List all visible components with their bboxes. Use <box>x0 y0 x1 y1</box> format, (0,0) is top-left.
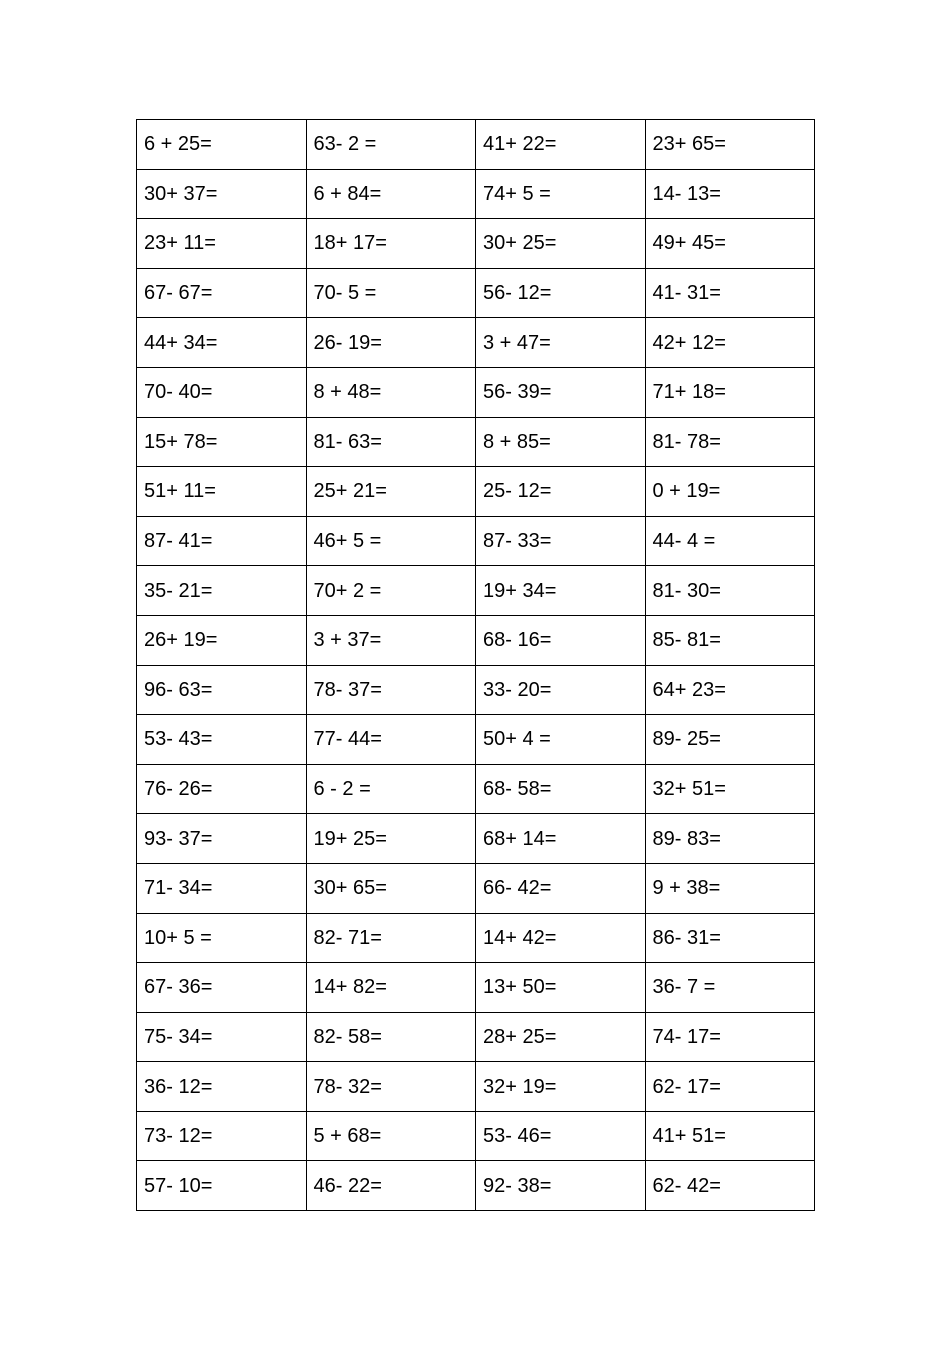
table-row <box>137 715 815 765</box>
problem-cell: 71- 34= <box>137 863 307 913</box>
problem-cell: 57- 10= <box>137 1161 307 1211</box>
problem-cell: 78- 37= <box>306 665 476 715</box>
problem-cell: 81- 78= <box>645 417 815 467</box>
problem-cell: 10+ 5 = <box>137 913 307 963</box>
table-row <box>137 467 815 517</box>
problem-cell: 19+ 25= <box>306 814 476 864</box>
problem-cell: 6 + 25= <box>137 120 307 170</box>
problem-cell: 53- 43= <box>137 715 307 765</box>
problem-cell: 35- 21= <box>137 566 307 616</box>
problem-cell: 33- 20= <box>476 665 646 715</box>
problem-cell: 74+ 5 = <box>476 169 646 219</box>
problem-cell: 23+ 11= <box>137 219 307 269</box>
table-row <box>137 1111 815 1161</box>
problem-cell: 50+ 4 = <box>476 715 646 765</box>
problem-cell: 89- 83= <box>645 814 815 864</box>
problem-cell: 81- 63= <box>306 417 476 467</box>
problem-cell: 41+ 51= <box>645 1111 815 1161</box>
problem-cell: 0 + 19= <box>645 467 815 517</box>
table-row <box>137 318 815 368</box>
problem-cell: 14+ 82= <box>306 963 476 1013</box>
problem-cell: 6 - 2 = <box>306 764 476 814</box>
problem-cell: 15+ 78= <box>137 417 307 467</box>
table-row <box>137 219 815 269</box>
problem-cell: 70- 5 = <box>306 268 476 318</box>
problem-cell: 75- 34= <box>137 1012 307 1062</box>
problem-cell: 3 + 37= <box>306 615 476 665</box>
problem-cell: 42+ 12= <box>645 318 815 368</box>
problem-cell: 68+ 14= <box>476 814 646 864</box>
problem-cell: 6 + 84= <box>306 169 476 219</box>
problem-cell: 26- 19= <box>306 318 476 368</box>
problem-cell: 56- 39= <box>476 367 646 417</box>
problem-cell: 28+ 25= <box>476 1012 646 1062</box>
problem-cell: 13+ 50= <box>476 963 646 1013</box>
problem-cell: 25- 12= <box>476 467 646 517</box>
table-row <box>137 268 815 318</box>
problem-cell: 81- 30= <box>645 566 815 616</box>
problem-cell: 46+ 5 = <box>306 516 476 566</box>
problem-cell: 56- 12= <box>476 268 646 318</box>
table-row <box>137 516 815 566</box>
problem-cell: 25+ 21= <box>306 467 476 517</box>
table-row <box>137 665 815 715</box>
problem-cell: 96- 63= <box>137 665 307 715</box>
problem-cell: 32+ 51= <box>645 764 815 814</box>
problem-cell: 30+ 25= <box>476 219 646 269</box>
problem-cell: 62- 42= <box>645 1161 815 1211</box>
problem-cell: 23+ 65= <box>645 120 815 170</box>
problem-cell: 87- 33= <box>476 516 646 566</box>
problem-cell: 68- 16= <box>476 615 646 665</box>
problem-cell: 86- 31= <box>645 913 815 963</box>
table-row <box>137 417 815 467</box>
table-row <box>137 615 815 665</box>
problem-cell: 68- 58= <box>476 764 646 814</box>
problem-cell: 70+ 2 = <box>306 566 476 616</box>
problem-cell: 71+ 18= <box>645 367 815 417</box>
problem-cell: 92- 38= <box>476 1161 646 1211</box>
problem-cell: 44- 4 = <box>645 516 815 566</box>
problem-cell: 77- 44= <box>306 715 476 765</box>
table-row <box>137 367 815 417</box>
table-row <box>137 1062 815 1112</box>
problem-cell: 67- 36= <box>137 963 307 1013</box>
problem-cell: 18+ 17= <box>306 219 476 269</box>
problem-cell: 78- 32= <box>306 1062 476 1112</box>
table-row <box>137 169 815 219</box>
problem-cell: 64+ 23= <box>645 665 815 715</box>
problem-cell: 9 + 38= <box>645 863 815 913</box>
table-row <box>137 814 815 864</box>
table-row <box>137 764 815 814</box>
table-row <box>137 120 815 170</box>
worksheet-body <box>137 120 815 1211</box>
problem-cell: 30+ 65= <box>306 863 476 913</box>
problem-cell: 3 + 47= <box>476 318 646 368</box>
problem-cell: 14+ 42= <box>476 913 646 963</box>
problem-cell: 26+ 19= <box>137 615 307 665</box>
problem-cell: 46- 22= <box>306 1161 476 1211</box>
problem-cell: 89- 25= <box>645 715 815 765</box>
problem-cell: 30+ 37= <box>137 169 307 219</box>
problem-cell: 74- 17= <box>645 1012 815 1062</box>
problem-cell: 51+ 11= <box>137 467 307 517</box>
table-row <box>137 863 815 913</box>
arithmetic-worksheet-table <box>136 119 815 1211</box>
problem-cell: 14- 13= <box>645 169 815 219</box>
problem-cell: 62- 17= <box>645 1062 815 1112</box>
problem-cell: 41- 31= <box>645 268 815 318</box>
problem-cell: 82- 58= <box>306 1012 476 1062</box>
problem-cell: 36- 7 = <box>645 963 815 1013</box>
problem-cell: 5 + 68= <box>306 1111 476 1161</box>
problem-cell: 93- 37= <box>137 814 307 864</box>
table-row <box>137 913 815 963</box>
table-row <box>137 1012 815 1062</box>
problem-cell: 8 + 85= <box>476 417 646 467</box>
problem-cell: 49+ 45= <box>645 219 815 269</box>
problem-cell: 82- 71= <box>306 913 476 963</box>
problem-cell: 73- 12= <box>137 1111 307 1161</box>
problem-cell: 85- 81= <box>645 615 815 665</box>
table-row <box>137 1161 815 1211</box>
problem-cell: 87- 41= <box>137 516 307 566</box>
problem-cell: 66- 42= <box>476 863 646 913</box>
problem-cell: 76- 26= <box>137 764 307 814</box>
problem-cell: 8 + 48= <box>306 367 476 417</box>
problem-cell: 36- 12= <box>137 1062 307 1112</box>
problem-cell: 63- 2 = <box>306 120 476 170</box>
problem-cell: 41+ 22= <box>476 120 646 170</box>
problem-cell: 44+ 34= <box>137 318 307 368</box>
problem-cell: 67- 67= <box>137 268 307 318</box>
problem-cell: 19+ 34= <box>476 566 646 616</box>
problem-cell: 53- 46= <box>476 1111 646 1161</box>
table-row <box>137 566 815 616</box>
table-row <box>137 963 815 1013</box>
problem-cell: 32+ 19= <box>476 1062 646 1112</box>
problem-cell: 70- 40= <box>137 367 307 417</box>
